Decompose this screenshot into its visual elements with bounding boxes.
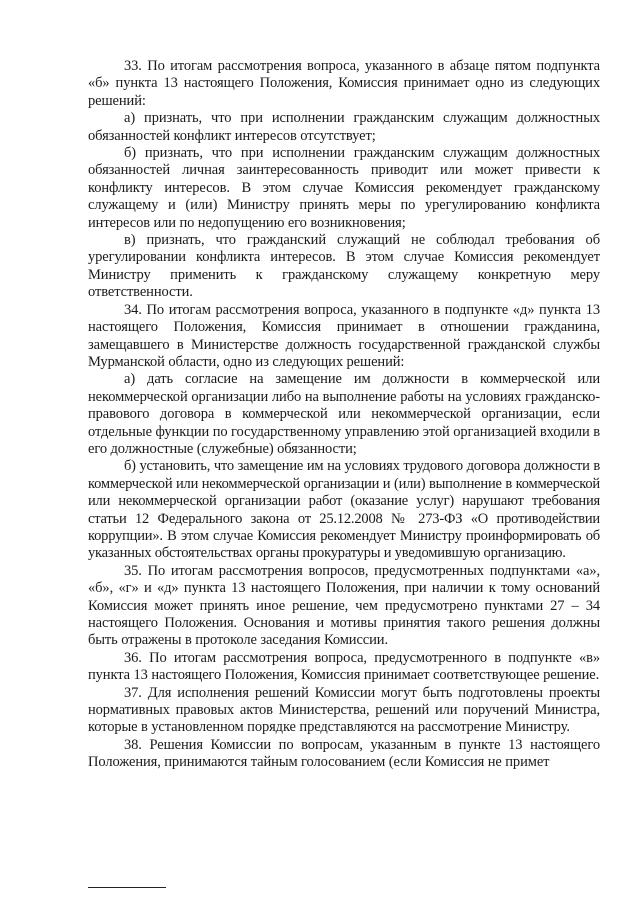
paragraph-33: 33. По итогам рассмотрения вопроса, указанного в абзаце пятом подпункта «б» пункта 13 настоящего Положения, Комиссия принимает одно из следующих решений: [88,58,600,109]
footnote-divider [88,887,166,888]
paragraph-34-b: б) установить, что замещение им на условиях трудового договора должности в коммерческой или некоммерческой организации и (или) выполнение в коммерческой или некоммерческой организации работ (оказание услуг) нарушают требования статьи 12 Федерального закона от 25.12.2008 № 273-ФЗ «О противодействии коррупции». В этом случае Комиссия рекомендует Министру проинформировать об указанных обстоятельствах органы прокуратуры и уведомившую организацию. [88,458,600,562]
paragraph-34: 34. По итогам рассмотрения вопроса, указанного в подпункте «д» пункта 13 настоящего Положения, Комиссия принимает в отношении гражданина, замещавшего в Министерстве должность государственной гражданской службы Мурманской области, одно из следующих решений: [88,301,600,370]
paragraph-34-a: а) дать согласие на замещение им должности в коммерческой или некоммерческой организации либо на выполнение работы на условиях гражданско-правового договора в коммерческой или некоммерческой организации, если отдельные функции по государственному управлению этой организацией входили в его должностные (служебные) обязанности; [88,371,600,457]
paragraph-33-v: в) признать, что гражданский служащий не соблюдал требования об урегулировании конфликта интересов. В этом случае Комиссия рекомендует Министру применить к гражданскому служащему конкретную меру ответственности. [88,232,600,301]
paragraph-33-b: б) признать, что при исполнении гражданским служащим должностных обязанностей личная заинтересованность приводит или может привести к конфликту интересов. В этом случае Комиссия рекомендует гражданскому служащему и (или) Министру принять меры по урегулированию конфликта интересов или по недопущению его возникновения; [88,145,600,231]
document-body [88,58,600,772]
paragraph-38: 38. Решения Комиссии по вопросам, указанным в пункте 13 настоящего Положения, принимаются тайным голосованием (если Комиссия не примет [88,736,600,771]
paragraph-37: 37. Для исполнения решений Комиссии могут быть подготовлены проекты нормативных правовых актов Министерства, решений или поручений Министра, которые в установленном порядке представляются на рассмотрение Министру. [88,684,600,736]
paragraph-35: 35. По итогам рассмотрения вопросов, предусмотренных подпунктами «а», «б», «г» и «д» пункта 13 настоящего Положения, при наличии к тому оснований Комиссия может принять иное решение, чем предусмотрено пунктами 27 – 34 настоящего Положения. Основания и мотивы принятия такого решения должны быть отражены в протоколе заседания Комиссии. [88,562,600,649]
paragraph-33-a: а) признать, что при исполнении гражданским служащим должностных обязанностей конфликт интересов отсутствует; [88,110,600,144]
paragraph-36: 36. По итогам рассмотрения вопроса, предусмотренного в подпункте «в» пункта 13 настоящего Положения, Комиссия принимает соответствующее решение. [88,649,600,684]
